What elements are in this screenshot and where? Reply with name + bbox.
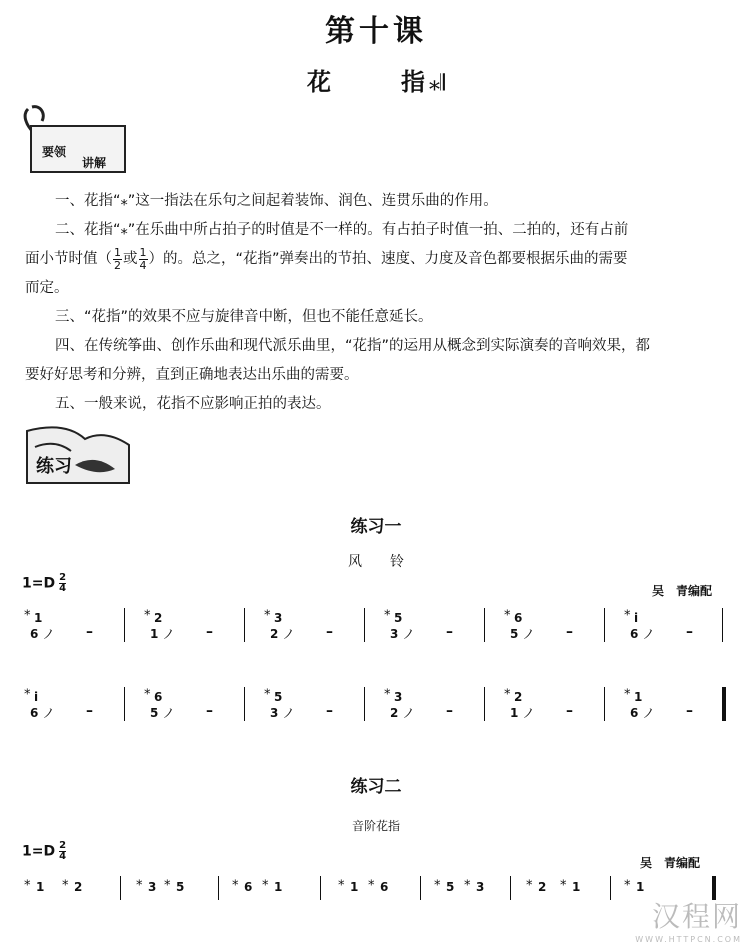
barline bbox=[604, 687, 605, 721]
barline bbox=[484, 687, 485, 721]
barline bbox=[610, 876, 611, 900]
explain-tag bbox=[30, 125, 126, 173]
barline bbox=[124, 687, 125, 721]
lower-note: 1 bbox=[510, 706, 519, 720]
dash: – bbox=[326, 624, 333, 640]
dash: – bbox=[686, 703, 693, 719]
dash: – bbox=[326, 703, 333, 719]
dash: – bbox=[566, 624, 573, 640]
tick-mark: ノ bbox=[42, 707, 56, 722]
barline bbox=[218, 876, 219, 900]
upper-note: 3 bbox=[274, 611, 283, 625]
hua-zhi-mark: ⁎ bbox=[624, 874, 631, 889]
final-barline bbox=[722, 687, 726, 721]
upper-note: 6 bbox=[514, 611, 523, 625]
note-value: 5 bbox=[176, 880, 185, 894]
lower-note: 5 bbox=[150, 706, 159, 720]
hua-zhi-mark: ⁎ bbox=[434, 874, 441, 889]
note-value: 5 bbox=[446, 880, 455, 894]
upper-note: 1 bbox=[34, 611, 43, 625]
hua-zhi-mark: ⁎ bbox=[144, 683, 151, 698]
tick-mark: ノ bbox=[282, 628, 296, 643]
note-value: 3 bbox=[476, 880, 485, 894]
note-value: 1 bbox=[274, 880, 283, 894]
tick-mark: ノ bbox=[282, 707, 296, 722]
barline bbox=[320, 876, 321, 900]
upper-note: 5 bbox=[274, 690, 283, 704]
tick-mark: ノ bbox=[522, 707, 536, 722]
upper-note: 3 bbox=[394, 690, 403, 704]
fraction-quarter: $\frac{1}{4}$ bbox=[139, 245, 147, 272]
note-value: 6 bbox=[380, 880, 389, 894]
barline bbox=[120, 876, 121, 900]
upper-note: 5 bbox=[394, 611, 403, 625]
watermark-url: WWW.HTTPCN.COM bbox=[635, 935, 742, 944]
dash: – bbox=[566, 703, 573, 719]
tick-mark: ノ bbox=[522, 628, 536, 643]
dash: – bbox=[206, 624, 213, 640]
upper-note: i bbox=[634, 611, 639, 625]
exercise1-key: 1=D $\frac{2}{4}$ bbox=[22, 572, 67, 594]
upper-note: 2 bbox=[514, 690, 523, 704]
fraction-half: $\frac{1}{2}$ bbox=[114, 245, 121, 272]
barline bbox=[364, 687, 365, 721]
upper-note: 1 bbox=[634, 690, 643, 704]
hua-zhi-mark: ⁎ bbox=[24, 683, 31, 698]
exercise1-title: 练习一 bbox=[350, 517, 402, 537]
hua-zhi-mark: ⁎ bbox=[24, 874, 31, 889]
barline bbox=[510, 876, 511, 900]
note-value: 1 bbox=[636, 880, 645, 894]
note-value: 6 bbox=[244, 880, 253, 894]
hua-zhi-mark: ⁎ bbox=[262, 874, 269, 889]
note-value: 1 bbox=[36, 880, 45, 894]
note-value: 2 bbox=[538, 880, 547, 894]
point-2a: 二、花指“⁎”在乐曲中所占拍子的时值是不一样的。有占拍子时值一拍、二拍的，还有占前 bbox=[55, 222, 629, 238]
exercise2-credit: 吴 青编配 bbox=[640, 856, 701, 870]
lower-note: 5 bbox=[510, 627, 519, 641]
point-4b: 要好好思考和分辨，直到正确地表达出乐曲的需要。 bbox=[25, 367, 359, 383]
dash: – bbox=[86, 703, 93, 719]
hua-zhi-mark: ⁎ bbox=[144, 604, 151, 619]
upper-note: 2 bbox=[154, 611, 163, 625]
tick-mark: ノ bbox=[402, 707, 416, 722]
exercise2-key: 1=D $\frac{2}{4}$ bbox=[22, 840, 67, 862]
hua-zhi-mark: ⁎ bbox=[526, 874, 533, 889]
barline bbox=[244, 608, 245, 642]
lower-note: 2 bbox=[390, 706, 399, 720]
point-3: 三、“花指”的效果不应与旋律音中断，但也不能任意延长。 bbox=[55, 309, 433, 325]
lesson-topic bbox=[0, 62, 752, 97]
point-1: 一、花指“⁎”这一指法在乐句之间起着装饰、润色、连贯乐曲的作用。 bbox=[55, 193, 498, 209]
hua-zhi-mark: ⁎ bbox=[504, 604, 511, 619]
tick-mark: ノ bbox=[42, 628, 56, 643]
barline bbox=[420, 876, 421, 900]
dash: – bbox=[686, 624, 693, 640]
dash: – bbox=[446, 703, 453, 719]
hua-zhi-mark: ⁎ bbox=[136, 874, 143, 889]
hua-zhi-mark: ⁎ bbox=[338, 874, 345, 889]
explain-tag-line2: 讲解 bbox=[82, 156, 107, 170]
note-value: 1 bbox=[572, 880, 581, 894]
tick-mark: ノ bbox=[162, 707, 176, 722]
watermark-logo: 汉程网 bbox=[651, 900, 742, 933]
barline bbox=[244, 687, 245, 721]
lower-note: 1 bbox=[150, 627, 159, 641]
point-4a: 四、在传统筝曲、创作乐曲和现代派乐曲里，“花指”的运用从概念到实际演奏的音响效果，都 bbox=[55, 338, 651, 354]
exercise1-credit: 吴 青编配 bbox=[652, 584, 713, 598]
practice-tag-label: 练习 bbox=[36, 456, 72, 477]
lower-note: 2 bbox=[270, 627, 279, 641]
hua-zhi-mark: ⁎ bbox=[232, 874, 239, 889]
explanation-text bbox=[25, 187, 727, 419]
barline bbox=[124, 608, 125, 642]
barline bbox=[604, 608, 605, 642]
note-value: 2 bbox=[74, 880, 83, 894]
lower-note: 6 bbox=[630, 627, 639, 641]
hua-zhi-mark: ⁎ bbox=[264, 683, 271, 698]
exercise2-meter: $\frac{2}{4}$ bbox=[59, 840, 67, 862]
hua-zhi-mark: ⁎ bbox=[264, 604, 271, 619]
point-2c: 而定。 bbox=[25, 280, 69, 296]
note-value: 1 bbox=[350, 880, 359, 894]
hua-zhi-mark: ⁎ bbox=[560, 874, 567, 889]
barline bbox=[484, 608, 485, 642]
tick-mark: ノ bbox=[162, 628, 176, 643]
topic-char-a: 花 bbox=[307, 67, 332, 96]
upper-note: 6 bbox=[154, 690, 163, 704]
topic-char-b: 指 bbox=[401, 67, 426, 96]
point-2b: 面小节时值（ $\frac{1}{2}$ 或 $\frac{1}{4}$ ）的。总之，“花指”弹奏出的节拍、速度、力度及音色都要根据乐曲的需要 bbox=[25, 245, 628, 272]
hua-zhi-mark: ⁎ bbox=[384, 683, 391, 698]
dash: – bbox=[206, 703, 213, 719]
exercise1-meter: $\frac{2}{4}$ bbox=[59, 572, 67, 594]
lower-note: 3 bbox=[270, 706, 279, 720]
hua-zhi-mark: ⁎ bbox=[384, 604, 391, 619]
exercise2-title: 练习二 bbox=[350, 777, 402, 797]
lower-note: 6 bbox=[630, 706, 639, 720]
hua-zhi-mark: ⁎ bbox=[62, 874, 69, 889]
hua-zhi-mark: ⁎ bbox=[504, 683, 511, 698]
dash: – bbox=[86, 624, 93, 640]
hua-zhi-symbol: ⁎𝄂 bbox=[429, 71, 445, 96]
lower-note: 3 bbox=[390, 627, 399, 641]
barline bbox=[364, 608, 365, 642]
exercise2-song: 音阶花指 bbox=[351, 819, 400, 833]
lower-note: 6 bbox=[30, 627, 39, 641]
upper-note: i bbox=[34, 690, 39, 704]
explain-tag-line1: 要领 bbox=[42, 145, 67, 159]
hua-zhi-mark: ⁎ bbox=[368, 874, 375, 889]
tick-mark: ノ bbox=[642, 707, 656, 722]
dash: – bbox=[446, 624, 453, 640]
exercise1-song: 风 铃 bbox=[348, 554, 404, 570]
lower-note: 6 bbox=[30, 706, 39, 720]
hua-zhi-mark: ⁎ bbox=[464, 874, 471, 889]
lesson-title: 第十课 bbox=[325, 14, 427, 49]
barline bbox=[722, 608, 723, 642]
hua-zhi-mark: ⁎ bbox=[164, 874, 171, 889]
hua-zhi-mark: ⁎ bbox=[624, 604, 631, 619]
point-5: 五、一般来说，花指不应影响正拍的表达。 bbox=[55, 396, 331, 412]
tick-mark: ノ bbox=[642, 628, 656, 643]
tick-mark: ノ bbox=[402, 628, 416, 643]
note-value: 3 bbox=[148, 880, 157, 894]
hua-zhi-mark: ⁎ bbox=[624, 683, 631, 698]
hua-zhi-mark: ⁎ bbox=[24, 604, 31, 619]
